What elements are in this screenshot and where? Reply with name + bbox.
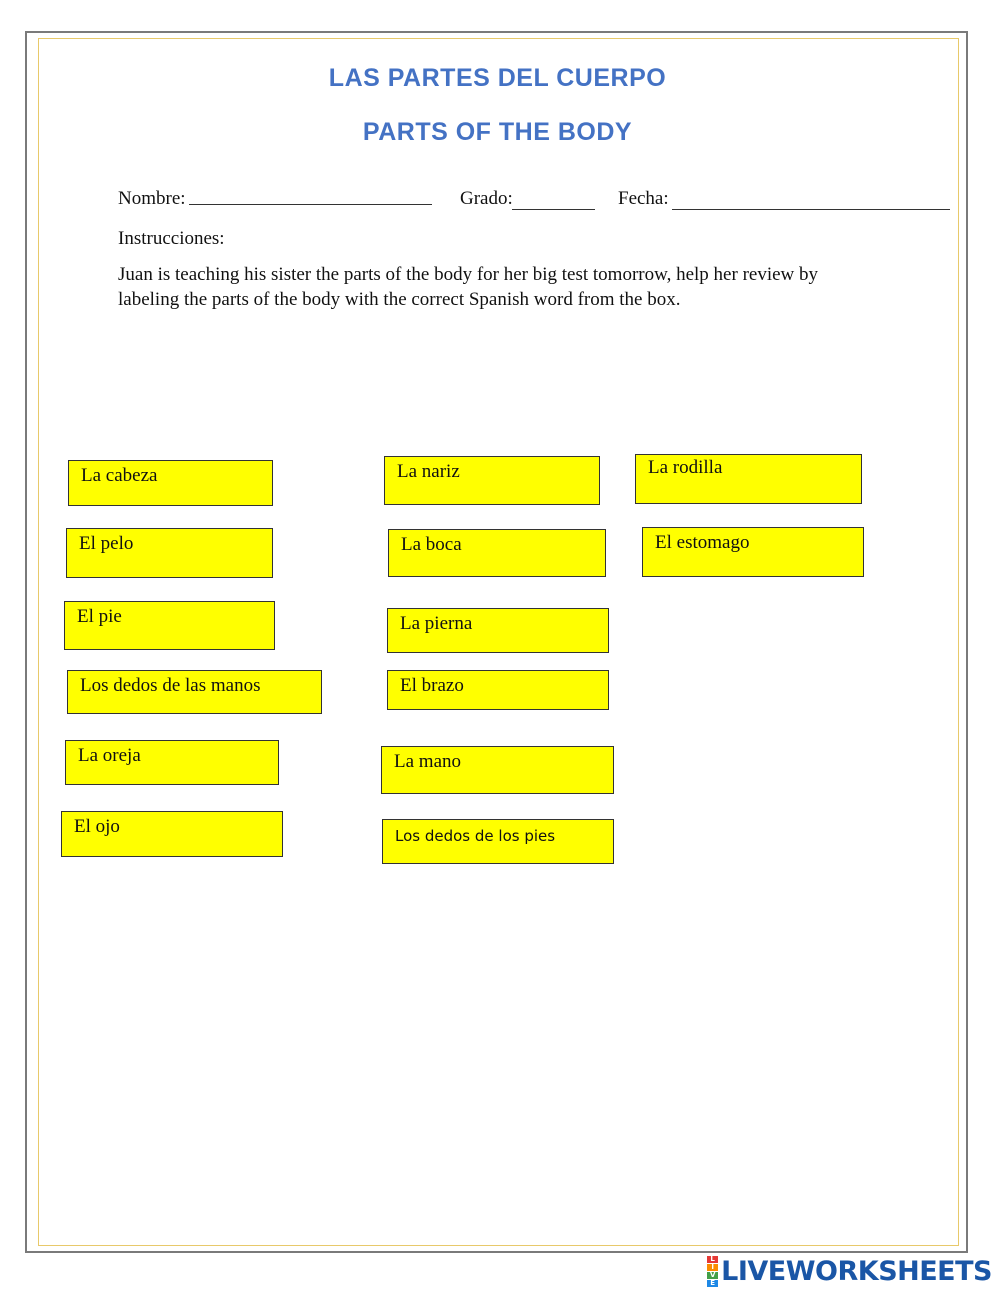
nombre-input-line[interactable]	[189, 204, 432, 205]
word-box-la-pierna[interactable]: La pierna	[387, 608, 609, 653]
word-box-el-estomago[interactable]: El estomago	[642, 527, 864, 577]
logo-cubes-icon	[707, 1256, 718, 1287]
word-box-el-brazo[interactable]: El brazo	[387, 670, 609, 710]
instructions-text-line-2: labeling the parts of the body with the correct Spanish word from the box.	[118, 289, 681, 310]
logo-cube-l: L	[707, 1256, 718, 1263]
liveworksheets-logo	[707, 1256, 992, 1286]
logo-cube-i: I	[707, 1264, 718, 1271]
word-box-la-boca[interactable]: La boca	[388, 529, 606, 577]
instructions-text-line-1: Juan is teaching his sister the parts of the body for her big test tomorrow, help her review by	[118, 264, 819, 285]
logo-cube-e: E	[707, 1280, 718, 1287]
word-box-la-nariz[interactable]: La nariz	[384, 456, 600, 505]
logo-cube-v: V	[707, 1272, 718, 1279]
word-box-los-dedos-de-los-pies[interactable]: Los dedos de los pies	[382, 819, 614, 864]
instructions-label: Instrucciones:	[118, 228, 225, 249]
word-box-el-pie[interactable]: El pie	[64, 601, 275, 650]
word-box-el-pelo[interactable]: El pelo	[66, 528, 273, 578]
word-box-la-rodilla[interactable]: La rodilla	[635, 454, 862, 504]
fecha-label: Fecha:	[618, 188, 669, 209]
word-box-la-oreja[interactable]: La oreja	[65, 740, 279, 785]
title-spanish: LAS PARTES DEL CUERPO	[328, 64, 667, 92]
title-english: PARTS OF THE BODY	[362, 118, 633, 146]
nombre-label: Nombre:	[118, 188, 186, 209]
word-box-la-cabeza[interactable]: La cabeza	[68, 460, 273, 506]
logo-text: LIVEWORKSHEETS	[721, 1255, 992, 1287]
grado-label: Grado:	[460, 188, 513, 209]
word-box-los-dedos-de-las-manos[interactable]: Los dedos de las manos	[67, 670, 322, 714]
word-box-el-ojo[interactable]: El ojo	[61, 811, 283, 857]
word-box-la-mano[interactable]: La mano	[381, 746, 614, 794]
grado-input-line[interactable]	[512, 209, 595, 210]
fecha-input-line[interactable]	[672, 209, 950, 210]
